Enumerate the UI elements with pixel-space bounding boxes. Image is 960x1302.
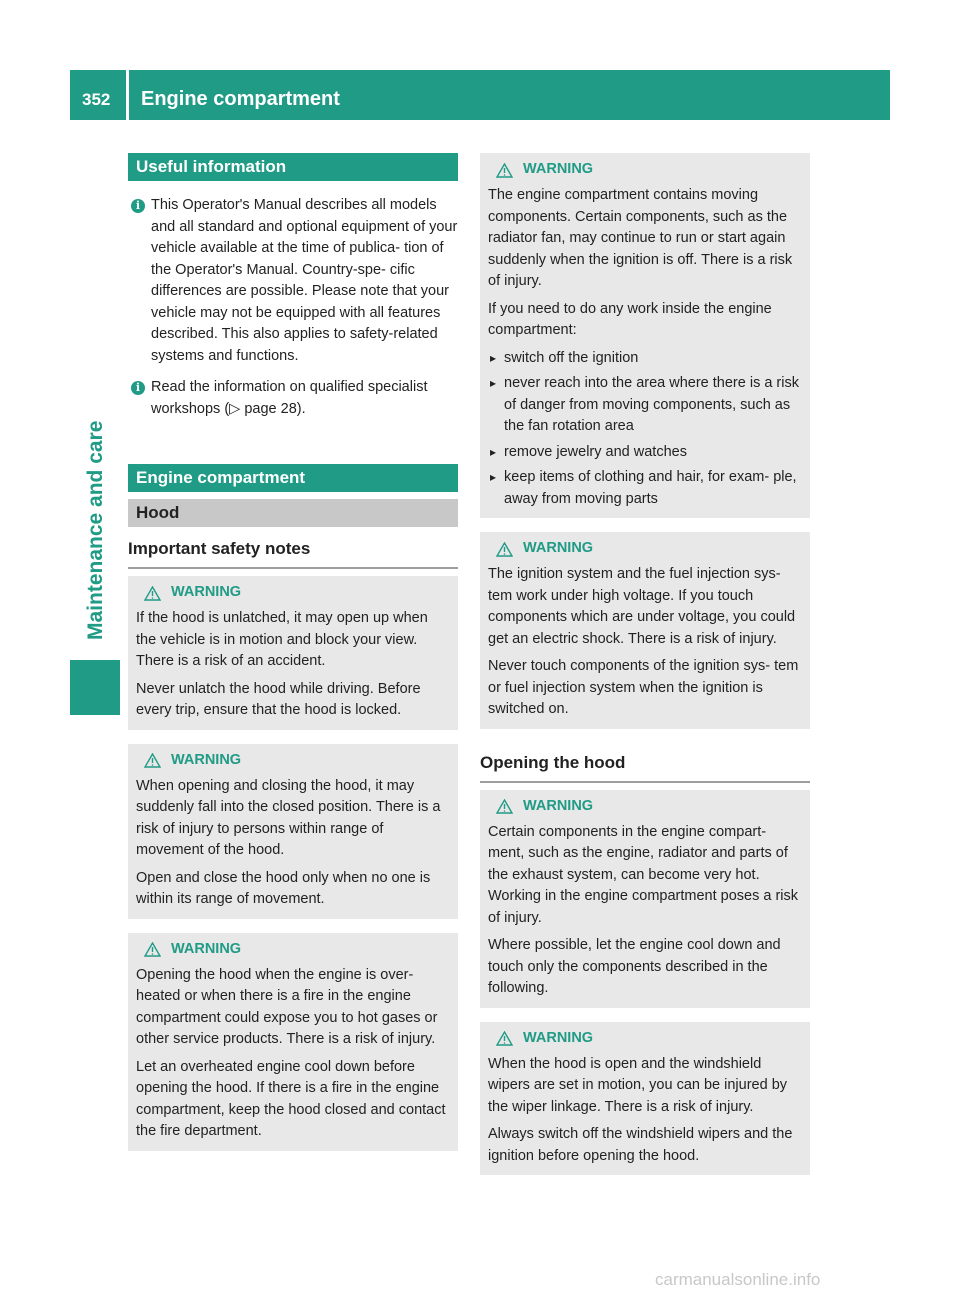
warning-triangle-icon bbox=[496, 1031, 513, 1046]
warning-text: Always switch off the windshield wipers and the ignition before opening the hood. bbox=[488, 1126, 793, 1164]
warning-box bbox=[480, 790, 810, 1008]
info-note-text: Read the information on qualified specialist workshops (▷ page 28). bbox=[151, 379, 428, 417]
warning-title bbox=[136, 582, 450, 604]
info-icon: i bbox=[131, 381, 145, 395]
warning-text: When the hood is open and the windshield wipers are set in motion, you can be injured by the wiper linkage. There is a risk of injury. bbox=[488, 1055, 788, 1115]
warning-box bbox=[128, 576, 458, 730]
warning-label: WARNING bbox=[523, 1029, 594, 1046]
hood-bar: Hood bbox=[128, 499, 458, 527]
warning-label: WARNING bbox=[171, 584, 242, 601]
engine-compartment-bar: Engine compartment bbox=[128, 464, 458, 492]
warning-box bbox=[128, 744, 458, 919]
warning-text: Never unlatch the hood while driving. Before every trip, ensure that the hood is locked. bbox=[136, 680, 421, 718]
warning-label: WARNING bbox=[171, 940, 242, 957]
warning-label: WARNING bbox=[523, 540, 594, 557]
side-tab-marker bbox=[70, 660, 120, 715]
section-heading: Important safety notes bbox=[128, 537, 458, 569]
page-title: Engine compartment bbox=[141, 88, 340, 110]
warning-label: WARNING bbox=[523, 797, 594, 814]
warning-triangle-icon bbox=[144, 586, 161, 601]
warning-title bbox=[488, 796, 802, 818]
warning-title bbox=[136, 750, 450, 772]
warning-title bbox=[488, 159, 802, 181]
warning-text: Never touch components of the ignition sys- tem or fuel injection system when the ignition is switched on. bbox=[488, 658, 799, 717]
right-column bbox=[480, 153, 810, 1175]
list-item: ▸ switch off the ignition bbox=[488, 348, 802, 370]
info-icon: i bbox=[131, 199, 145, 213]
warning-triangle-icon bbox=[144, 753, 161, 768]
warning-text: Opening the hood when the engine is over- heated or when there is a fire in the engine compartment could expose you to hot gases or other service products. There is a risk of injury. bbox=[136, 966, 438, 1047]
watermark: carmanualsonline.info bbox=[655, 1270, 821, 1289]
warning-text: The engine compartment contains moving components. Certain components, such as the radiator fan, may continue to run or start again suddenly when the ignition is off. There is a risk of injury. bbox=[488, 187, 793, 289]
header-divider bbox=[126, 70, 129, 120]
warning-text: If the hood is unlatched, it may open up when the vehicle is in motion and block your view. There is a risk of an accident. bbox=[136, 610, 428, 669]
warning-box bbox=[480, 1022, 810, 1176]
warning-label: WARNING bbox=[523, 161, 594, 178]
warning-title bbox=[136, 939, 450, 961]
section-heading: Opening the hood bbox=[480, 751, 810, 783]
warning-title bbox=[488, 538, 802, 560]
side-tab-label: Maintenance and care bbox=[84, 420, 107, 640]
info-note bbox=[128, 195, 458, 367]
warning-label: WARNING bbox=[171, 751, 242, 768]
warning-triangle-icon bbox=[496, 542, 513, 557]
warning-box bbox=[128, 933, 458, 1151]
info-note bbox=[128, 377, 458, 420]
warning-triangle-icon bbox=[496, 163, 513, 178]
warning-text: When opening and closing the hood, it may suddenly fall into the closed position. There is a risk of injury to persons within range of movement of the hood. bbox=[136, 777, 441, 858]
warning-triangle-icon bbox=[144, 942, 161, 957]
list-item: ▸ never reach into the area where there is a risk of danger from moving components, such as the fan rotation area bbox=[488, 373, 802, 438]
warning-text: Open and close the hood only when no one is within its range of movement. bbox=[136, 869, 431, 907]
list-item: ▸ keep items of clothing and hair, for exam- ple, away from moving parts bbox=[488, 467, 802, 510]
warning-text: The ignition system and the fuel injection sys- tem work under high voltage. If you touch components which are under voltage, you could get an electric shock. There is a risk of injury. bbox=[488, 566, 796, 647]
warning-triangle-icon bbox=[496, 799, 513, 814]
warning-box bbox=[480, 153, 810, 518]
page-number: 352 bbox=[82, 90, 111, 109]
useful-information-bar: Useful information bbox=[128, 153, 458, 181]
info-note-text: This Operator's Manual describes all models and all standard and optional equipment of your vehicle available at the time of publica- tion of the Operator's Manual. Country-spe- cific differences are possible. Please note that your vehicle may not be equipped with all features described. This also applies to safety-related systems and functions. bbox=[151, 197, 458, 364]
warning-text: Where possible, let the engine cool down and touch only the components described in the following. bbox=[488, 937, 781, 996]
bullet-list bbox=[488, 348, 802, 511]
warning-box bbox=[480, 532, 810, 729]
left-column bbox=[128, 153, 458, 1151]
warning-text: Certain components in the engine compart- ment, such as the engine, radiator and parts of the exhaust system, can become very hot. Working in the engine compartment poses a risk of injury. bbox=[488, 823, 799, 926]
warning-text: Let an overheated engine cool down before opening the hood. If there is a fire in the engine compartment, keep the hood closed and contact the fire department. bbox=[136, 1058, 446, 1139]
list-item: ▸ remove jewelry and watches bbox=[488, 442, 802, 464]
warning-title bbox=[488, 1028, 802, 1050]
warning-text: If you need to do any work inside the engine compartment: bbox=[488, 300, 772, 338]
